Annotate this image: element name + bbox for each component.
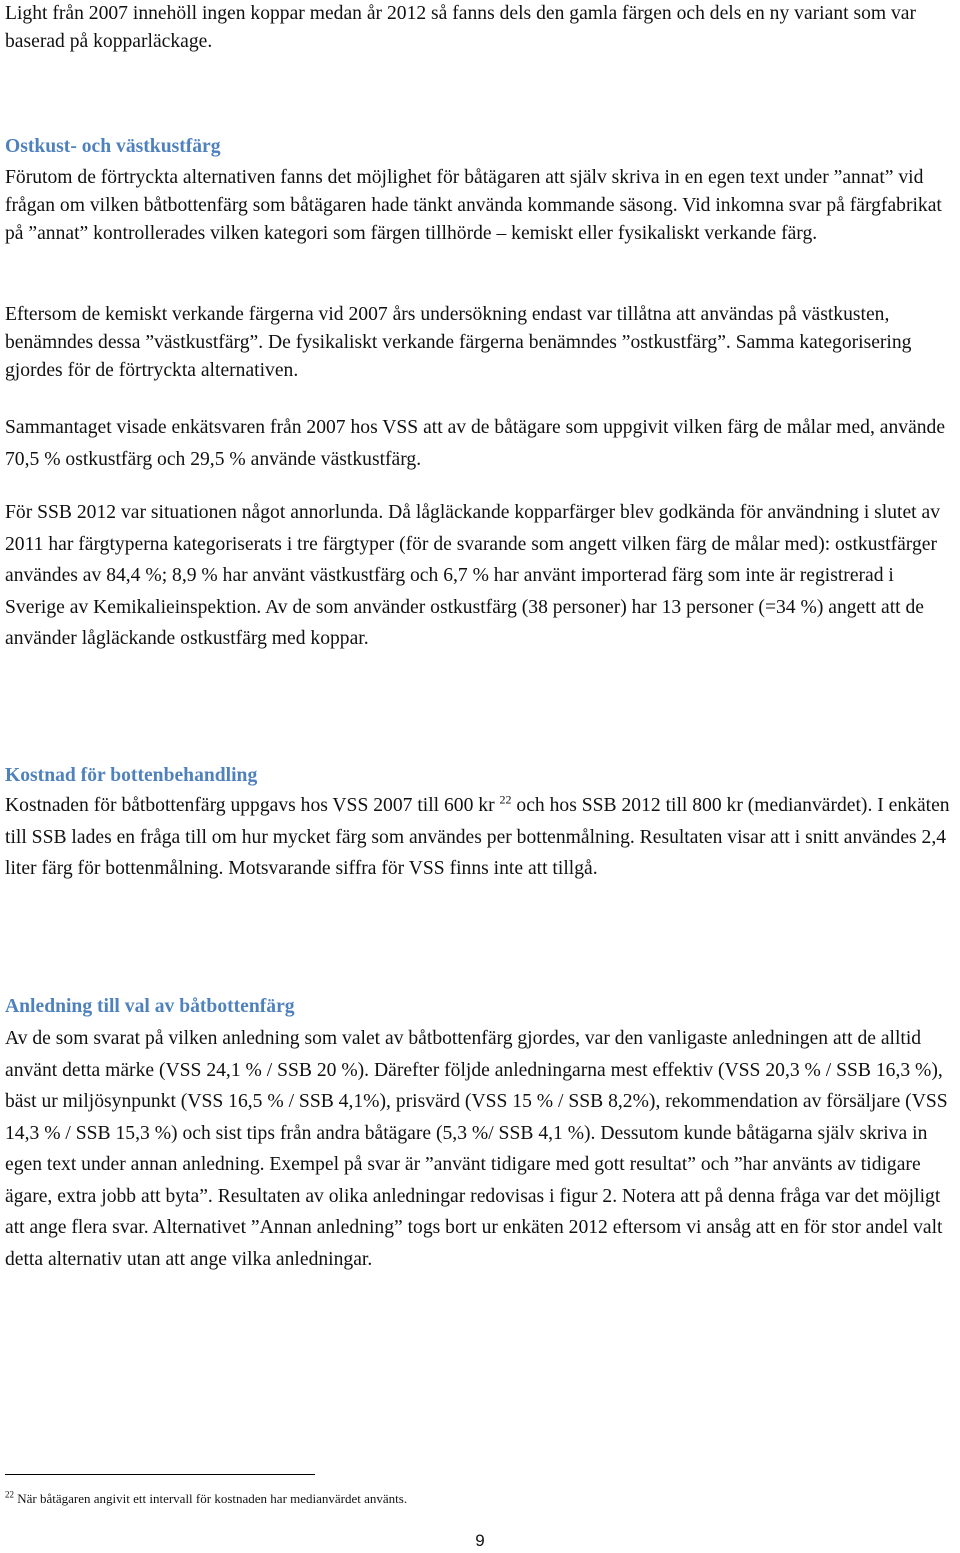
footnote-reference: 22 [499, 792, 512, 807]
cost-text-end: och hos SSB 2012 till 800 kr (medianvärdet). I enkäten till SSB lades en fråga till om hur mycket färg som användes per bottenmålning. Resultaten visar att i snitt användes 2,4 liter färg för bottenmålning. Motsvarande siffra för VSS finns inte att tillgå. [5, 795, 950, 879]
paragraph-other-option: Förutom de förtryckta alternativen fanns det möjlighet för båtägaren att själv skriva in en egen text under ”annat” vid frågan om vilken båtbottenfärg som båtägaren hade tänkt använda kommande säsong. Vid inkomna svar på färgfabrikat på ”annat” kontrollerades vilken kategori som färgen tillhörde – kemiskt eller fysikaliskt verkande färg. [5, 167, 942, 244]
footnote-text: När båtägaren angivit ett intervall för kostnaden har medianvärdet använts. [14, 1491, 408, 1506]
intro-paragraph: Light från 2007 innehöll ingen koppar medan år 2012 så fanns dels den gamla färgen och dels en ny variant som var baserad på kopparläckage. [5, 3, 917, 52]
footnote [5, 1491, 407, 1507]
page-number: 9 [475, 1531, 485, 1550]
cost-text-start: Kostnaden för båtbottenfärg uppgavs hos VSS 2007 till 600 kr [5, 795, 500, 816]
paragraph-cost [5, 790, 957, 885]
section-heading-cost: Kostnad för bottenbehandling [5, 765, 258, 786]
section-heading-coast-paint: Ostkust- och västkustfärg [5, 136, 221, 157]
paragraph-paint-categories: Eftersom de kemiskt verkande färgerna vid 2007 års undersökning endast var tillåtna att användas på västkusten, benämndes dessa ”västkustfärg”. De fysikaliskt verkande färgerna benämndes ”ostkustfärg”. Samma kategorisering gjordes för de förtryckta alternativen. [5, 304, 912, 381]
footnote-number: 22 [5, 1489, 14, 1500]
footnote-separator [5, 1474, 315, 1475]
section-heading-reason: Anledning till val av båtbottenfärg [5, 996, 295, 1017]
paragraph-ssb-2012: För SSB 2012 var situationen något annorlunda. Då lågläckande kopparfärger blev godkända för användning i slutet av 2011 har färgtyperna kategoriserats i tre färgtyper (för de svarande som angett vilken färg de målar med): ostkustfärger användes av 84,4 %; 8,9 % har använt västkustfärg och 6,7 % har använt importerad färg som inte är registrerad i Sverige av Kemikalieinspektion. Av de som använder ostkustfärg (38 personer) har 13 personer (=34 %) angett att de använder lågläckande ostkustfärg med koppar. [5, 502, 940, 649]
paragraph-vss-summary: Sammantaget visade enkätsvaren från 2007 hos VSS att av de båtägare som uppgivit vilken färg de målar med, använde 70,5 % ostkustfärg och 29,5 % använde västkustfärg. [5, 417, 946, 470]
paragraph-reasons: Av de som svarat på vilken anledning som valet av båtbottenfärg gjordes, var den vanligaste anledningen att de alltid använt detta märke (VSS 24,1 % / SSB 20 %). Därefter följde anledningarna mest effektiv (VSS 20,3 % / SSB 16,3 %), bäst ur miljösynpunkt (VSS 16,5 % / SSB 4,1%), prisvärd (VSS 15 % / SSB 8,2%), rekommendation av försäljare (VSS 14,3 % / SSB 15,3 %) och sist tips från andra båtägare (5,3 %/ SSB 4,1 %). Dessutom kunde båtägarna själv skriva in egen text under annan anledning. Exempel på svar är ”använt tidigare med gott resultat” och ”har använts av tidigare ägare, extra jobb att byta”. Resultaten av olika anledningar redovisas i figur 2. Notera att på denna fråga var det möjligt att ange flera svar. Alternativet ”Annan anledning” togs bort ur enkäten 2012 eftersom vi ansåg att en för stor andel valt detta alternativ utan att ange vilka anledningar. [5, 1028, 948, 1270]
